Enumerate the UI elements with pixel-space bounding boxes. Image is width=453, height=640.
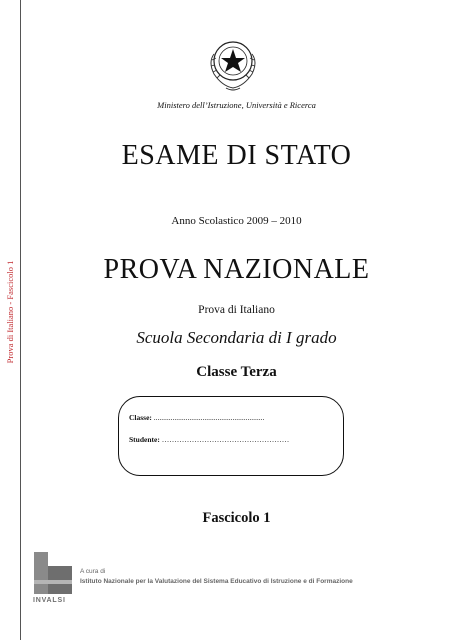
ministry-name: Ministero dell’Istruzione, Università e Ricerca — [157, 100, 316, 110]
institute-name: Istituto Nazionale per la Valutazione del Sistema Educativo di Istruzione e di Formazione — [80, 578, 353, 585]
national-test-title: PROVA NAZIONALE — [103, 254, 370, 285]
spine — [0, 0, 20, 640]
school-level: Scuola Secondaria di I grado — [136, 328, 337, 347]
class-field[interactable] — [129, 413, 264, 422]
spine-text: Prova di Italiano - Fascicolo 1 — [5, 260, 15, 364]
exam-title: ESAME DI STATO — [121, 140, 352, 171]
invalsi-logo-text: INVALSI — [33, 597, 66, 604]
class-dots: ........................................................... — [153, 413, 265, 422]
student-dots: …………………………………………… — [161, 435, 290, 444]
student-field[interactable] — [129, 435, 289, 444]
student-info-box — [118, 396, 344, 476]
edited-by-label: A cura di — [80, 568, 106, 575]
student-label: Studente: — [129, 435, 160, 444]
spine-divider — [20, 0, 21, 640]
italian-republic-emblem-icon — [202, 32, 264, 94]
invalsi-logo-icon — [32, 552, 74, 602]
class-level: Classe Terza — [196, 364, 277, 380]
school-year: Anno Scolastico 2009 – 2010 — [171, 215, 302, 227]
class-label: Classe: — [129, 413, 152, 422]
booklet-number: Fascicolo 1 — [202, 510, 271, 526]
test-subject: Prova di Italiano — [198, 304, 275, 316]
